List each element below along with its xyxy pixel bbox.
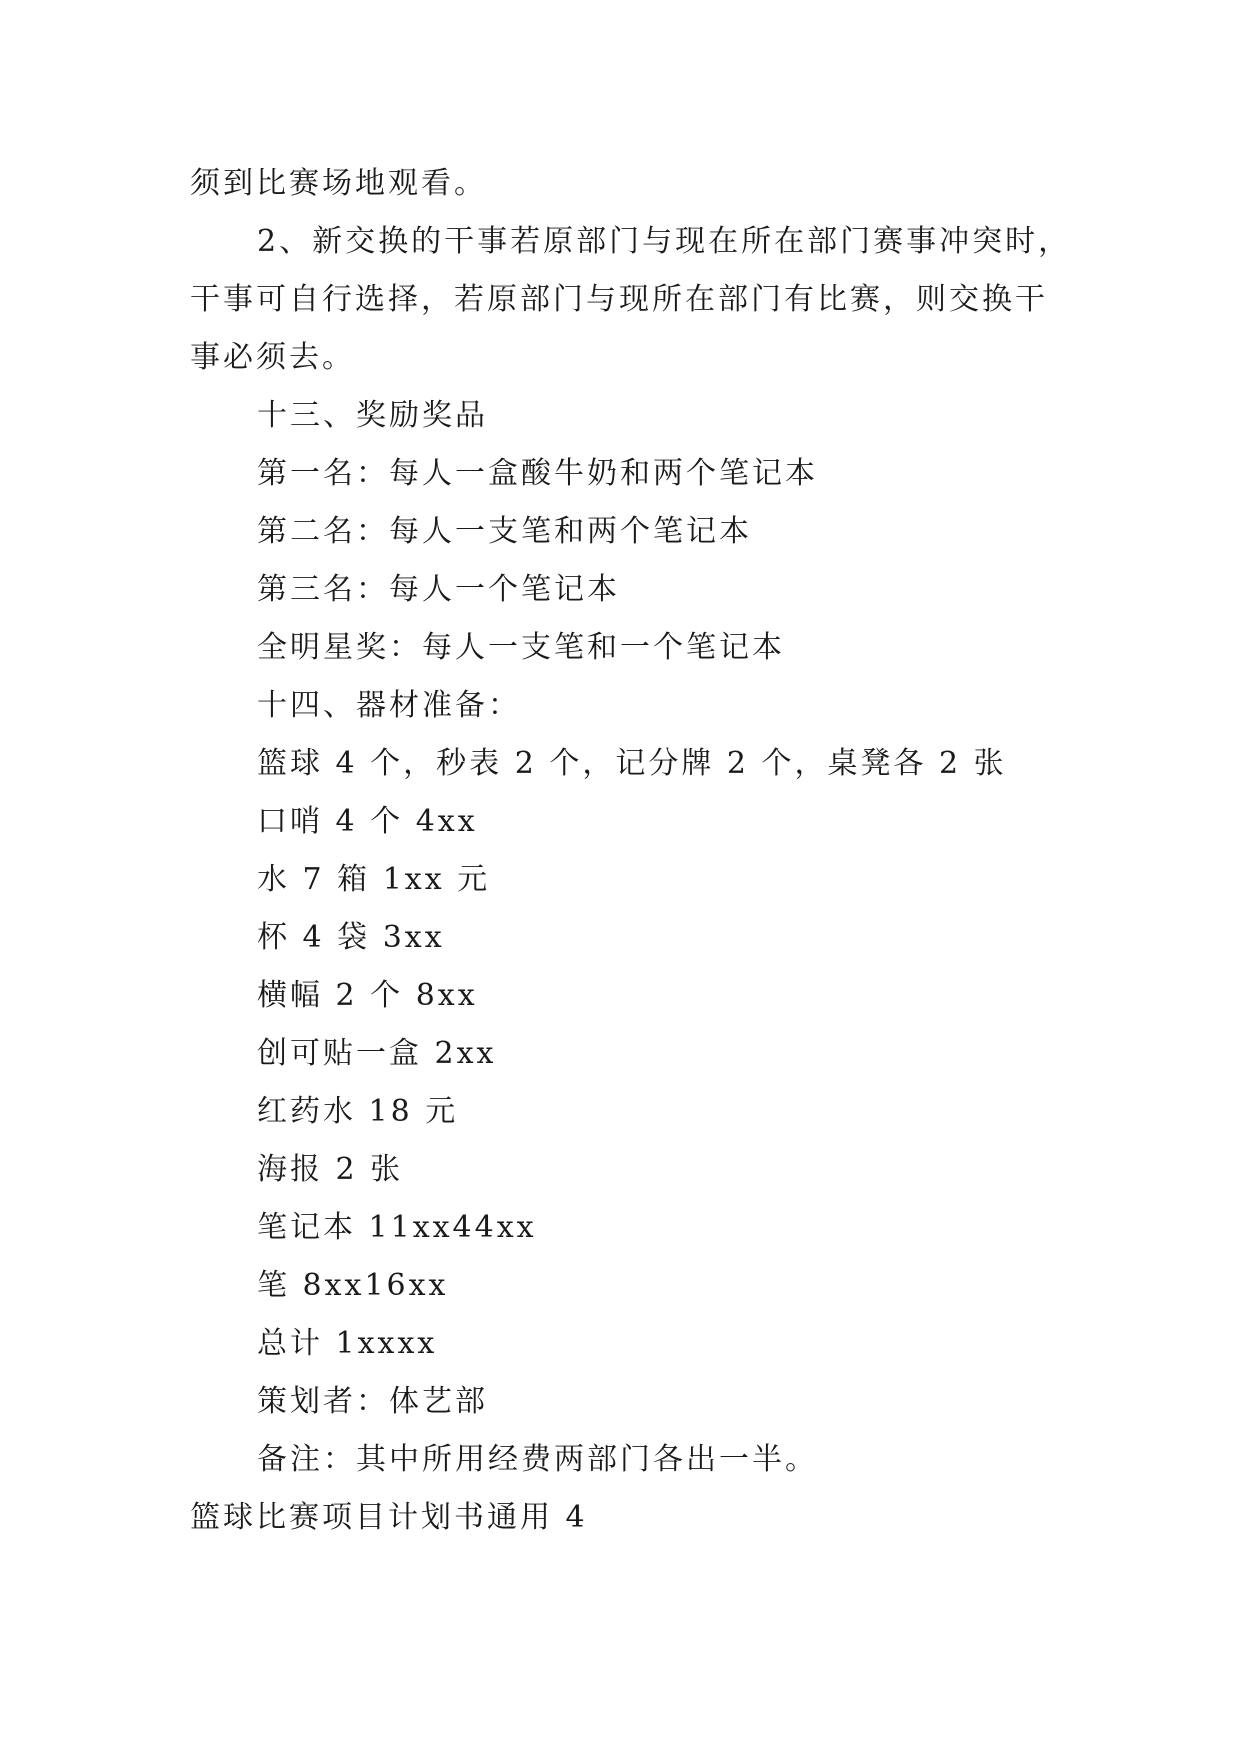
document-body [190,155,1070,1547]
paragraph-line: 干事可自行选择，若原部门与现所在部门有比赛，则交换干 [190,282,1048,317]
paragraph-line: 须到比赛场地观看。 [190,166,487,201]
equipment-item: 笔记本 11xx44xx [257,1210,537,1245]
equipment-item: 口哨 4 个 4xx [257,804,478,839]
equipment-item: 横幅 2 个 8xx [257,978,478,1013]
equipment-item: 红药水 18 元 [257,1094,459,1129]
section-heading: 十四、器材准备： [257,688,521,723]
note-line: 备注：其中所用经费两部门各出一半。 [257,1442,818,1477]
planner-line: 策划者：体艺部 [257,1384,488,1419]
paragraph-line: 2、新交换的干事若原部门与现在所在部门赛事冲突时， [257,224,1072,259]
prize-item: 第二名：每人一支笔和两个笔记本 [257,514,752,549]
total-line: 总计 1xxxx [257,1326,438,1361]
equipment-item: 海报 2 张 [257,1152,404,1187]
prize-item: 第三名：每人一个笔记本 [257,572,620,607]
prize-item: 全明星奖：每人一支笔和一个笔记本 [257,630,785,665]
equipment-item: 创可贴一盒 2xx [257,1036,497,1071]
prize-item: 第一名：每人一盒酸牛奶和两个笔记本 [257,456,818,491]
equipment-item: 篮球 4 个，秒表 2 个，记分牌 2 个，桌凳各 2 张 [257,746,1007,781]
equipment-item: 杯 4 袋 3xx [257,920,445,955]
section-heading: 十三、奖励奖品 [257,398,488,433]
equipment-item: 笔 8xx16xx [257,1268,449,1303]
equipment-item: 水 7 箱 1xx 元 [257,862,491,897]
next-section-title: 篮球比赛项目计划书通用 4 [190,1500,588,1535]
paragraph-line: 事必须去。 [190,340,355,375]
